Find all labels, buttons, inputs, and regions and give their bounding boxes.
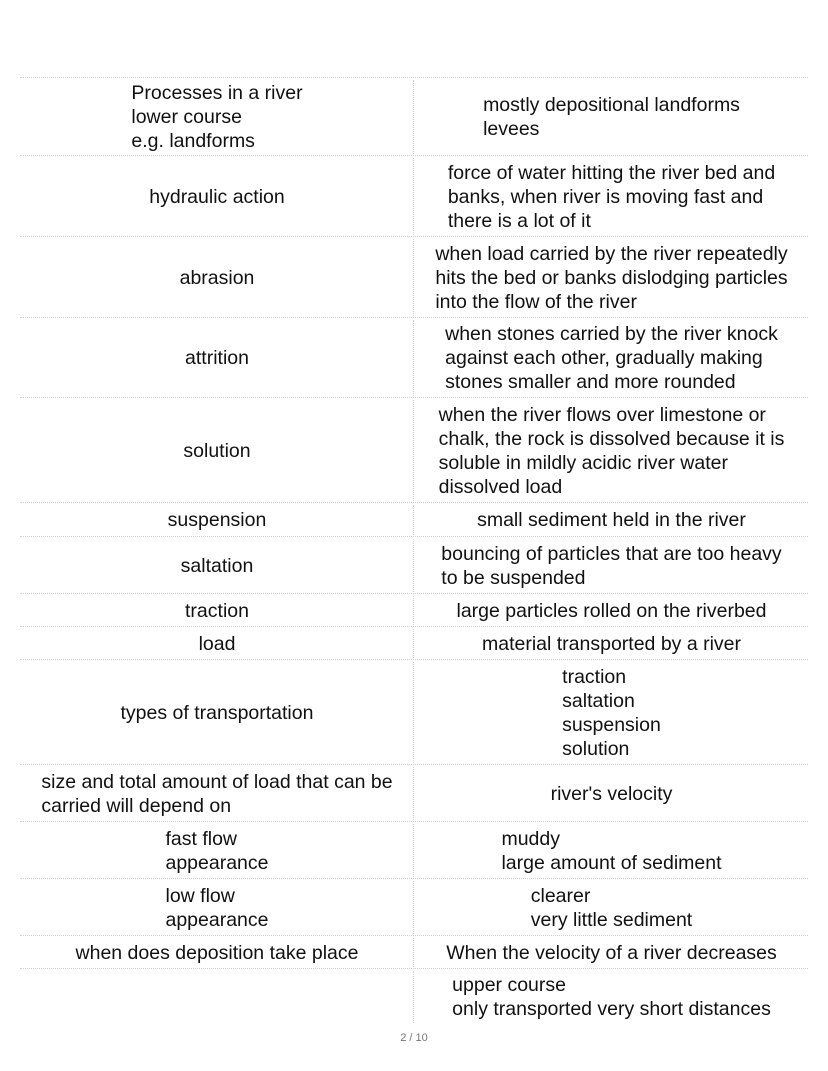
definition-text-line: very little sediment (530, 908, 693, 931)
definition-cell (415, 822, 808, 879)
table-row (20, 155, 808, 237)
definition-cell (415, 537, 808, 594)
term-text-line: hydraulic action (149, 185, 285, 208)
definition-text-line: bouncing of particles that are too heavy (441, 542, 782, 565)
term-cell (20, 594, 414, 627)
definition-text-line: solution (562, 737, 630, 760)
term-text-line: load (198, 632, 236, 655)
definition-text-line: saltation (562, 689, 635, 712)
definition-text-line: chalk, the rock is dissolved because it is (438, 427, 785, 450)
definition-cell (415, 936, 808, 969)
table-row (20, 659, 808, 765)
table-row (20, 764, 808, 822)
definition-cell (415, 969, 808, 1025)
definition-text-line: when the river flows over limestone or (438, 403, 766, 426)
term-cell (20, 660, 414, 765)
term-text-line: attrition (185, 347, 249, 369)
term-cell (20, 969, 414, 1025)
table-row (20, 397, 808, 503)
definition-text-line: there is a lot of it (447, 209, 591, 232)
term-text-line: appearance (165, 851, 269, 874)
definition-cell (415, 398, 808, 503)
term-cell (20, 627, 414, 660)
table-row (20, 77, 808, 156)
table-row (20, 935, 808, 969)
term-text-line: traction (185, 599, 249, 622)
term-text-line: low flow (165, 884, 235, 907)
definition-text-line: when stones carried by the river knock (445, 323, 778, 345)
definition-cell (415, 879, 808, 936)
definition-cell (415, 156, 808, 237)
term-cell (20, 318, 414, 398)
term-text-line: when does deposition take place (75, 941, 359, 964)
term-text-line: lower course (131, 106, 242, 128)
term-cell (20, 156, 414, 237)
term-text-line: fast flow (165, 827, 238, 850)
definition-text-line: soluble in mildly acidic river water (438, 451, 728, 474)
definition-text-line: upper course (452, 974, 566, 996)
definition-text-line: stones smaller and more rounded (445, 371, 736, 393)
definition-cell (415, 503, 808, 537)
term-cell (20, 822, 414, 879)
definition-cell (415, 627, 808, 660)
term-cell (20, 398, 414, 503)
term-text-line: e.g. landforms (131, 130, 255, 152)
term-text-line: types of transportation (120, 701, 314, 724)
page-indicator: 2 / 10 (400, 1032, 428, 1044)
table-row (20, 626, 808, 660)
term-text-line: abrasion (179, 266, 255, 289)
definition-text-line: hits the bed or banks dislodging particles (435, 266, 788, 289)
definition-text-line: clearer (530, 884, 591, 907)
definition-text-line: large particles rolled on the riverbed (456, 599, 767, 622)
definition-text-line: large amount of sediment (501, 851, 722, 874)
definition-text-line: to be suspended (441, 566, 586, 589)
definition-cell (415, 318, 808, 398)
definition-cell (415, 237, 808, 318)
table-row (20, 502, 808, 537)
term-text-line: size and total amount of load that can be (41, 770, 393, 793)
term-text-line: solution (183, 439, 251, 462)
table-row (20, 878, 808, 936)
definition-text-line: traction (562, 665, 627, 688)
definition-text-line: dissolved load (438, 475, 563, 498)
term-text-line: suspension (167, 509, 267, 531)
table-row (20, 317, 808, 398)
table-row (20, 536, 808, 594)
definition-cell (415, 765, 808, 822)
definition-text-line: into the flow of the river (435, 290, 637, 313)
definition-text-line: banks, when river is moving fast and (447, 185, 764, 208)
definition-text-line: against each other, gradually making (445, 347, 763, 369)
definition-text-line: levees (483, 118, 540, 140)
term-cell (20, 237, 414, 318)
definition-cell (415, 660, 808, 765)
term-text-line: appearance (165, 908, 269, 931)
definition-text-line: only transported very short distances (452, 998, 771, 1020)
term-cell (20, 503, 414, 537)
definition-text-line: mostly depositional landforms (483, 94, 740, 116)
table-row (20, 968, 808, 1025)
term-cell (20, 879, 414, 936)
definition-text-line: suspension (562, 713, 661, 736)
term-cell (20, 537, 414, 594)
definition-text-line: muddy (501, 827, 560, 850)
term-cell (20, 936, 414, 969)
definition-cell (415, 594, 808, 627)
definition-cell (415, 78, 808, 156)
definition-text-line: river's velocity (550, 782, 673, 805)
term-text-line: Processes in a river (131, 82, 303, 104)
table-row (20, 236, 808, 318)
table-row (20, 821, 808, 879)
definition-text-line: small sediment held in the river (477, 509, 746, 531)
definition-text-line: force of water hitting the river bed and (447, 161, 776, 184)
term-cell (20, 78, 414, 156)
term-cell (20, 765, 414, 822)
definition-text-line: When the velocity of a river decreases (446, 941, 777, 964)
definition-text-line: when load carried by the river repeatedly (435, 242, 788, 265)
term-text-line: saltation (180, 554, 254, 577)
definition-text-line: material transported by a river (481, 632, 742, 655)
table-row (20, 593, 808, 627)
term-text-line: carried will depend on (41, 794, 232, 817)
